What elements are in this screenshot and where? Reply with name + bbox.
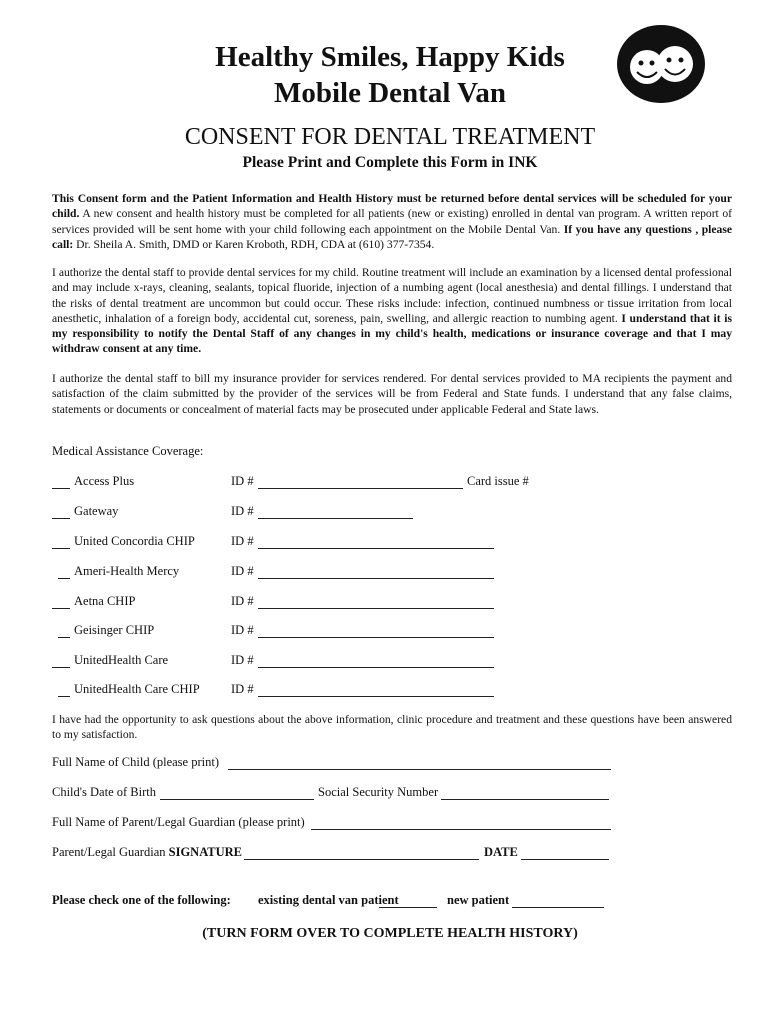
checkbox-blank[interactable]: [52, 518, 70, 519]
authorization-paragraph: [52, 265, 732, 357]
kids-logo-icon: [615, 22, 707, 104]
intro-paragraph: [52, 191, 732, 252]
date-field[interactable]: [521, 859, 609, 860]
id-field[interactable]: [258, 518, 413, 519]
id-label: ID #: [231, 653, 254, 667]
plan-united-concordia-chip: United Concordia CHIP: [74, 534, 195, 548]
plan-aetna-chip: Aetna CHIP: [74, 594, 136, 608]
id-field[interactable]: [258, 578, 494, 579]
guardian-name-label: Full Name of Parent/Legal Guardian (please print): [52, 815, 305, 829]
plan-unitedhealth-care-chip: UnitedHealth Care CHIP: [74, 682, 200, 696]
id-label: ID #: [231, 682, 254, 696]
guardian-signature-prefix: Parent/Legal Guardian: [52, 845, 166, 859]
existing-patient-check[interactable]: [379, 907, 437, 908]
checkbox-blank[interactable]: [52, 548, 70, 549]
date-label: DATE: [484, 845, 518, 859]
child-dob-label: Child's Date of Birth: [52, 785, 156, 799]
plan-geisinger-chip: Geisinger CHIP: [74, 623, 155, 637]
id-field[interactable]: [258, 548, 494, 549]
card-issue-label: Card issue #: [467, 474, 529, 488]
plan-gateway: Gateway: [74, 504, 119, 518]
ssn-label: Social Security Number: [318, 785, 439, 799]
checkbox-blank[interactable]: [52, 608, 70, 609]
checkbox-blank[interactable]: [58, 696, 70, 697]
acknowledgement-text: I have had the opportunity to ask questions about the above information, clinic procedure and treatment and these questions have been answered to my satisfaction.: [52, 713, 732, 742]
new-patient-label: new patient: [447, 893, 510, 907]
patient-status-prompt: Please check one of the following:: [52, 893, 231, 907]
id-label: ID #: [231, 594, 254, 608]
ssn-field[interactable]: [441, 799, 609, 800]
checkbox-blank[interactable]: [58, 637, 70, 638]
responsibility-text: I understand that it is my responsibility to notify the Dental Staff of any changes in my child's health, medications or insurance coverage and that I may withdraw consent at any time.: [52, 311, 732, 356]
plan-ameri-health-mercy: Ameri-Health Mercy: [74, 564, 180, 578]
guardian-name-field[interactable]: [311, 829, 611, 830]
checkbox-blank[interactable]: [52, 488, 70, 489]
id-label: ID #: [231, 534, 254, 548]
new-patient-check[interactable]: [512, 907, 604, 908]
ink-instruction: Please Print and Complete this Form in INK: [242, 154, 538, 171]
checkbox-blank[interactable]: [58, 578, 70, 579]
id-label: ID #: [231, 474, 254, 488]
id-label: ID #: [231, 504, 254, 518]
child-name-label: Full Name of Child (please print): [52, 755, 219, 769]
coverage-heading: Medical Assistance Coverage:: [52, 444, 204, 458]
intro-text: A new consent and health history must be completed for all patients (new or existing) enrolled in dental van program. A written report of services provided will be sent home with your child following each appointment on the Mobile Dental Van.: [52, 207, 732, 236]
guardian-signature-field[interactable]: [244, 859, 479, 860]
id-field[interactable]: [258, 488, 463, 489]
title-line-1: Healthy Smiles, Happy Kids: [215, 41, 565, 73]
signature-word: SIGNATURE: [168, 845, 243, 859]
intro-bold: This Consent form and the Patient Information and Health History must be returned before dental services will be scheduled for your child.: [52, 192, 732, 221]
id-field[interactable]: [258, 667, 494, 668]
turn-over-note: (TURN FORM OVER TO COMPLETE HEALTH HISTORY): [202, 926, 578, 941]
id-label: ID #: [231, 623, 254, 637]
id-field[interactable]: [258, 637, 494, 638]
checkbox-blank[interactable]: [52, 667, 70, 668]
contact-text: Dr. Sheila A. Smith, DMD or Karen Kroboth, RDH, CDA at (610) 377-7354.: [73, 237, 435, 251]
title-line-2: Mobile Dental Van: [273, 77, 507, 109]
child-dob-field[interactable]: [160, 799, 314, 800]
billing-text: I authorize the dental staff to bill my insurance provider for services rendered. For dental services provided to MA recipients the payment and satisfaction of the claim submitted by the provider of the services will be from Federal and State funds. I understand that any false claims, statements or documents or concealment of material facts may be prosecuted under applicable Federal and State laws.: [52, 372, 732, 416]
form-subtitle: CONSENT FOR DENTAL TREATMENT: [184, 124, 596, 150]
id-field[interactable]: [258, 608, 494, 609]
child-name-field[interactable]: [228, 769, 611, 770]
existing-patient-label: existing dental van patient: [258, 893, 399, 907]
plan-access-plus: Access Plus: [74, 474, 135, 488]
id-field[interactable]: [258, 696, 494, 697]
id-label: ID #: [231, 564, 254, 578]
questions-label: If you have any questions , please call:: [52, 222, 732, 251]
plan-unitedhealth-care: UnitedHealth Care: [74, 653, 169, 667]
guardian-signature-label: [52, 845, 242, 860]
billing-paragraph: [52, 371, 732, 417]
authorization-text: I authorize the dental staff to provide dental services for my child. Routine treatment will include an examination by a licensed dental professional and may include x-rays, cleaning, sealants, topical fluoride, injection of a numbing agent (local anesthesia) and dental fillings. I understand that the risks of dental treatment are uncommon but could occur. These risks include: infection, continued numbness or tissue irritation from local anesthetic, inhalation of a foreign body, accidental cut, soreness, pain, swelling, and allergic reaction to numbing agent.: [52, 266, 732, 325]
